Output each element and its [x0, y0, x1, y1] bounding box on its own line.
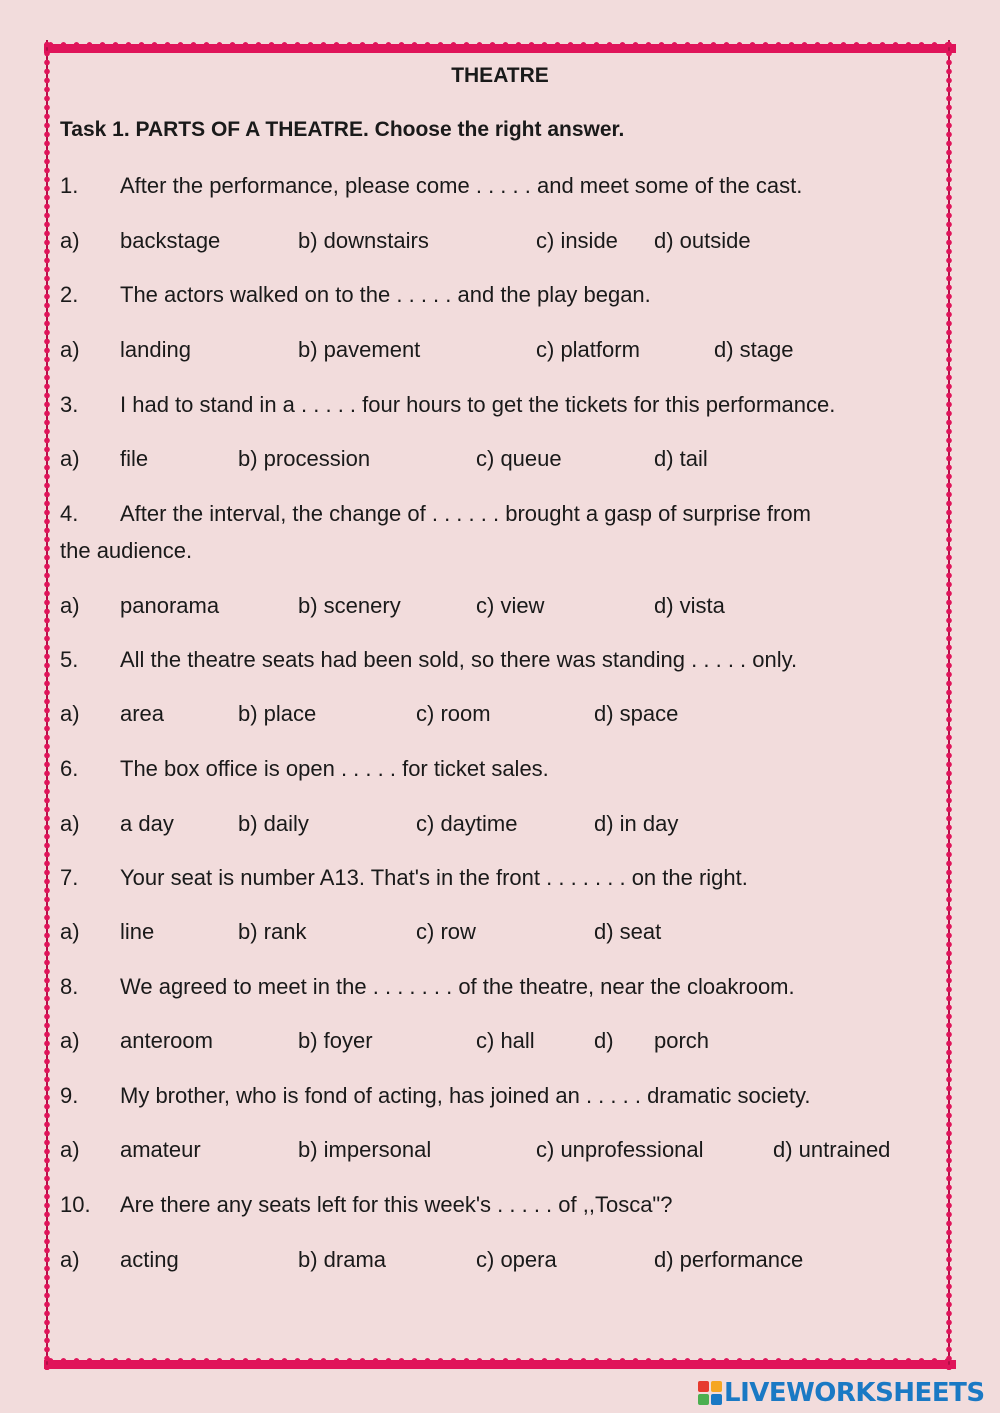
liveworksheets-logo[interactable] [698, 1378, 985, 1408]
option-b[interactable]: b) place [238, 701, 317, 726]
decorative-border-top [44, 40, 956, 54]
question-1 [60, 167, 940, 204]
options-9 [60, 1135, 940, 1165]
options-4 [60, 591, 940, 621]
option-c[interactable]: c) queue [476, 446, 562, 471]
option-label: a) [60, 1028, 80, 1053]
option-label: a) [60, 701, 80, 726]
task-heading: Task 1. PARTS OF A THEATRE. Choose the right answer. [60, 118, 625, 141]
option-d-label: d) [594, 1028, 614, 1053]
option-a[interactable]: a day [120, 811, 174, 836]
option-b[interactable]: b) procession [238, 446, 371, 471]
question-number: 5. [60, 647, 79, 672]
option-a[interactable]: panorama [120, 593, 220, 618]
question-6 [60, 750, 940, 787]
option-c[interactable]: c) opera [476, 1247, 557, 1272]
option-a[interactable]: anteroom [120, 1028, 213, 1053]
question-text: All the theatre seats had been sold, so there was standing . . . . . only. [120, 647, 798, 672]
option-c[interactable]: c) room [416, 701, 491, 726]
decorative-border-right [944, 40, 954, 1370]
option-label: a) [60, 337, 80, 362]
option-c[interactable]: c) daytime [416, 811, 518, 836]
question-number: 2. [60, 282, 79, 307]
question-text: The actors walked on to the . . . . . and the play began. [120, 282, 651, 307]
logo-square-blue [711, 1394, 722, 1405]
question-3 [60, 386, 940, 423]
option-a[interactable]: line [120, 919, 155, 944]
question-5 [60, 641, 940, 678]
option-label: a) [60, 1137, 80, 1162]
option-label: a) [60, 593, 80, 618]
option-d[interactable]: d) space [594, 701, 679, 726]
question-text: After the performance, please come . . . . . and meet some of the cast. [120, 173, 803, 198]
option-d[interactable]: d) performance [654, 1247, 804, 1272]
option-b[interactable]: b) downstairs [298, 228, 429, 253]
option-a[interactable]: amateur [120, 1137, 201, 1162]
decorative-border-bottom [44, 1356, 956, 1370]
question-text: The box office is open . . . . . for ticket sales. [120, 756, 549, 781]
option-c[interactable]: c) inside [536, 228, 618, 253]
question-number: 8. [60, 974, 79, 999]
options-2 [60, 335, 940, 365]
question-text-continued: the audience. [60, 538, 193, 563]
option-label: a) [60, 228, 80, 253]
option-a[interactable]: acting [120, 1247, 179, 1272]
option-b[interactable]: b) scenery [298, 593, 401, 618]
option-c[interactable]: c) row [416, 919, 476, 944]
question-number: 1. [60, 173, 79, 198]
option-b[interactable]: b) pavement [298, 337, 421, 362]
logo-square-orange [711, 1381, 722, 1392]
option-b[interactable]: b) daily [238, 811, 309, 836]
option-label: a) [60, 919, 80, 944]
options-7 [60, 917, 940, 947]
question-number: 9. [60, 1083, 79, 1108]
question-4 [60, 495, 940, 569]
option-d[interactable]: d) seat [594, 919, 662, 944]
option-d[interactable]: d) stage [714, 337, 794, 362]
question-2 [60, 276, 940, 313]
question-text: I had to stand in a . . . . . four hours to get the tickets for this performance. [120, 392, 836, 417]
option-label: a) [60, 1247, 80, 1272]
question-number: 10. [60, 1192, 91, 1217]
question-8 [60, 968, 940, 1005]
options-5 [60, 699, 940, 729]
question-7 [60, 859, 940, 896]
option-b[interactable]: b) foyer [298, 1028, 373, 1053]
option-a[interactable]: landing [120, 337, 191, 362]
option-a[interactable]: area [120, 701, 165, 726]
option-b[interactable]: b) impersonal [298, 1137, 432, 1162]
option-a[interactable]: backstage [120, 228, 221, 253]
options-1 [60, 226, 940, 256]
options-3 [60, 444, 940, 474]
option-d[interactable]: porch [654, 1028, 710, 1053]
option-b[interactable]: b) drama [298, 1247, 387, 1272]
question-text: We agreed to meet in the . . . . . . . of the theatre, near the cloakroom. [120, 974, 795, 999]
option-d[interactable]: d) tail [654, 446, 708, 471]
question-number: 7. [60, 865, 79, 890]
question-10 [60, 1186, 940, 1223]
option-d[interactable]: d) untrained [773, 1137, 891, 1162]
option-b[interactable]: b) rank [238, 919, 307, 944]
options-6 [60, 809, 940, 839]
option-d[interactable]: d) vista [654, 593, 725, 618]
options-10 [60, 1245, 940, 1275]
question-text: My brother, who is fond of acting, has joined an . . . . . dramatic society. [120, 1083, 811, 1108]
option-c[interactable]: c) view [476, 593, 545, 618]
question-text: Your seat is number A13. That's in the front . . . . . . . on the right. [120, 865, 748, 890]
option-a[interactable]: file [120, 446, 149, 471]
decorative-border-left [42, 40, 52, 1370]
question-text: After the interval, the change of . . . . . . brought a gasp of surprise from [120, 501, 811, 526]
question-number: 4. [60, 501, 79, 526]
options-8 [60, 1026, 940, 1056]
question-number: 3. [60, 392, 79, 417]
logo-text: LIVEWORKSHEETS [724, 1378, 985, 1408]
option-c[interactable]: c) unprofessional [536, 1137, 704, 1162]
option-d[interactable]: d) in day [594, 811, 679, 836]
liveworksheets-logo-icon [698, 1381, 722, 1405]
option-label: a) [60, 811, 80, 836]
option-c[interactable]: c) platform [536, 337, 640, 362]
logo-square-red [698, 1381, 709, 1392]
logo-square-green [698, 1394, 709, 1405]
option-label: a) [60, 446, 80, 471]
question-text: Are there any seats left for this week's . . . . . of ,,Tosca"? [120, 1192, 673, 1217]
option-d[interactable]: d) outside [654, 228, 751, 253]
question-number: 6. [60, 756, 79, 781]
page-title: THEATRE [451, 64, 549, 87]
option-c[interactable]: c) hall [476, 1028, 535, 1053]
question-9 [60, 1077, 940, 1114]
